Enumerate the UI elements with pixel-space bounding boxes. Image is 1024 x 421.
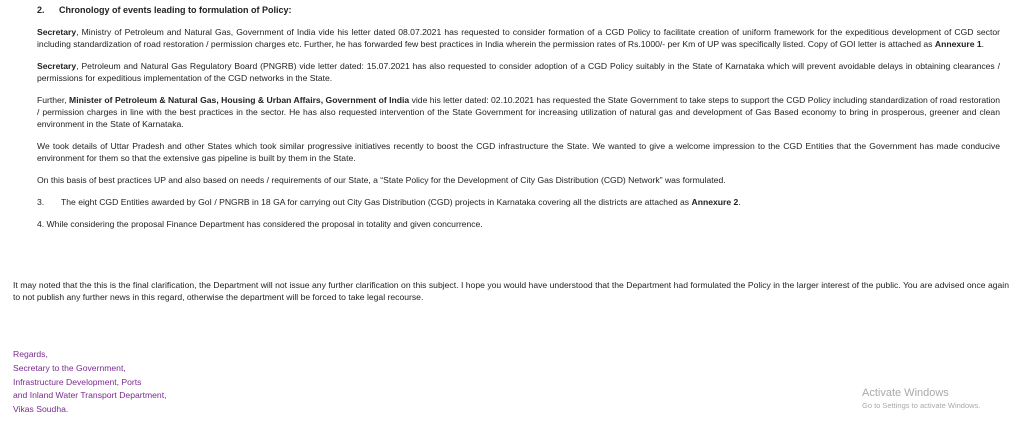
section-number: 2. [37,5,45,15]
item-text: The eight CGD Entities awarded by GoI / PNGRB in 18 GA for carrying out City Gas Distribution (CGD) projects in Karnataka covering all the districts are attached as [61,197,692,207]
item-end: . [738,197,741,207]
signature-line: Vikas Soudha. [13,404,69,415]
bold-lead: Secretary [37,61,77,71]
item-number: 3. [37,197,45,207]
paragraph-pre: Further, [37,95,70,105]
activate-windows-watermark [862,386,980,412]
item-4 [37,218,1000,230]
paragraph-text: , Petroleum and Natural Gas Regulatory Board (PNGRB) vide letter dated: 15.07.2021 has also requested to consider adoption of a CGD Policy suitably in the State of Karnataka which will prevent avoidable delays in obtaining clearances / permissions for expeditious implementation of the CGD networks in the State. [37,61,1000,83]
section-title: Chronology of events leading to formulation of Policy: [59,5,292,15]
paragraph-text: We took details of Uttar Pradesh and other States which took similar progressive initiatives recently to boost the CGD infrastructure the State. We wanted to give a welcome impression to the CGD Entities that the Government has made conducive environment for them so that the extensive gas pipeline is built by them in the State. [37,141,1000,163]
signature-line: Secretary to the Government, [13,362,126,373]
bold-lead: Minister of Petroleum & Natural Gas, Housing & Urban Affairs, Government of India [69,95,410,105]
paragraph-minister [37,94,1000,130]
watermark-title: Activate Windows [862,387,949,399]
paragraph-policy-formulated [37,174,1000,186]
paragraph-up-details [37,140,1000,164]
annexure-ref: Annexure 1 [934,39,982,49]
closing-paragraph: It may noted that the this is the final clarification, the Department will not issue any further clarification on this subject. I hope you would have understood that the Department had formulated the Policy in the larger interest of the public. You are advised once again to not publish any further news in this regard, otherwise the department will be forced to take legal recourse. [13,280,1009,302]
paragraph-end: . [981,39,985,49]
signature-line: Regards, [13,349,48,359]
paragraph-text: , Ministry of Petroleum and Natural Gas, Government of India vide his letter dated 08.07.2021 has requested to consider formation of a CGD Policy to facilitate creation of uniform framework for the expeditious development of CGD sector including standardization of road restoration / permission charges etc. Further, he has forwarded few best practices in India wherein the permission rates of Rs.1000/- per Km of UP was specifically listed. Copy of GOI letter is attached as [37,27,1000,49]
section-heading [37,4,292,16]
paragraph-mopng [37,26,1000,50]
chronology-body [37,26,1000,240]
paragraph-text: vide his letter dated: 02.10.2021 has requested the State Government to take steps to support the CGD Policy including standardization of road restoration / permission charges in line with the best practices in the sector. He has also requested intervention of the State Government for increasing utilization of natural gas and development of Gas Based economy to bring in prosperous, greener and clean environment in the State of Karnataka. [37,95,1000,129]
signature-line: and Inland Water Transport Department, [13,390,167,401]
paragraph-text: On this basis of best practices UP and also based on needs / requirements of our State, a “State Policy for the Development of City Gas Distribution (CGD) Network” was formulated. [37,175,726,185]
item-text: 4. While considering the proposal Finance Department has considered the proposal in totality and given concurrence. [37,219,483,229]
signature-block [13,348,167,417]
watermark-subtitle: Go to Settings to activate Windows. [862,401,981,410]
bold-lead: Secretary [37,27,77,37]
paragraph-pngrb [37,60,1000,84]
item-3 [37,196,1000,208]
annexure-ref: Annexure 2 [691,197,739,207]
signature-line: Infrastructure Development, Ports [13,376,142,387]
